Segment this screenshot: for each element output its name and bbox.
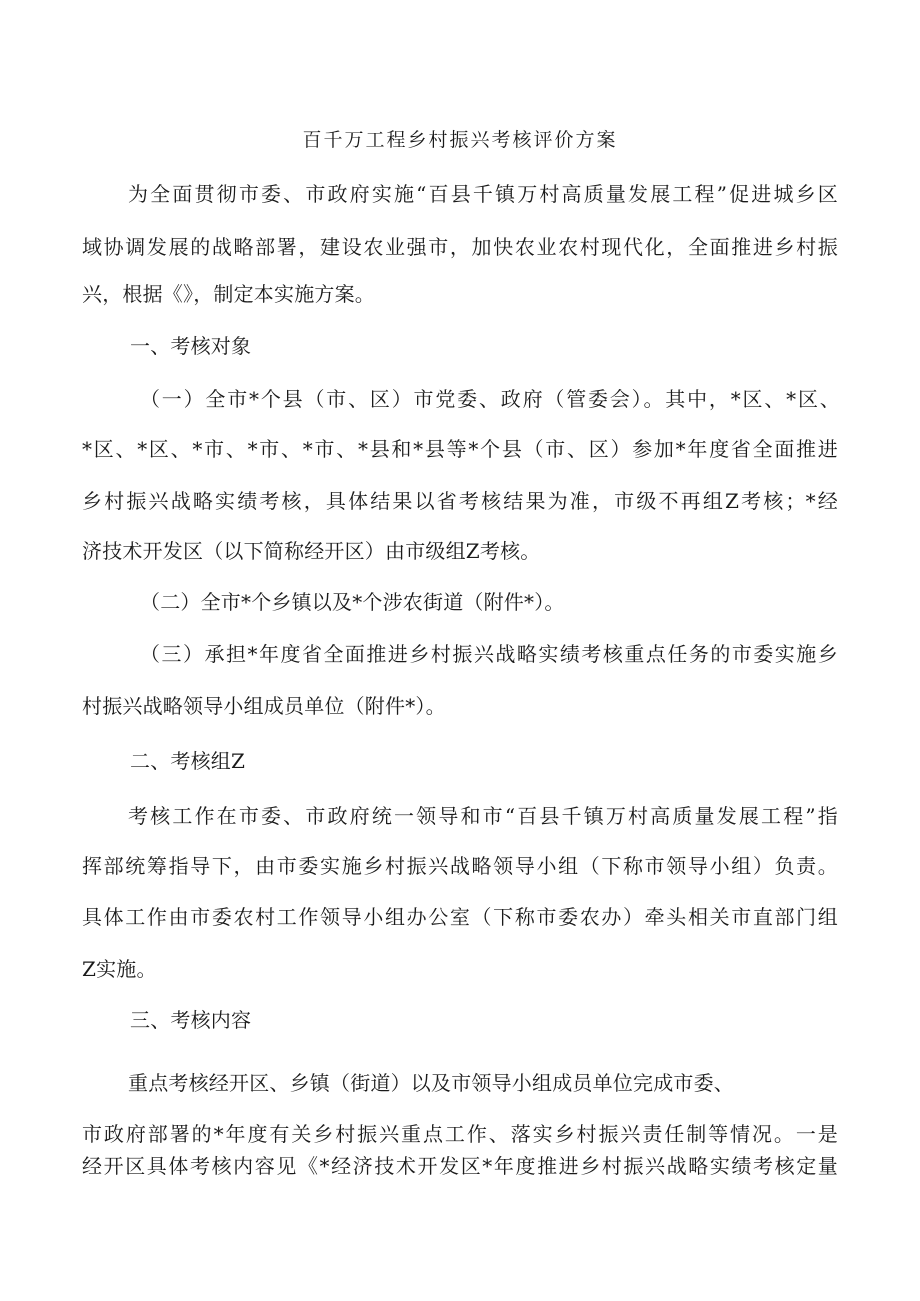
paragraph-line: （一）全市*个县（市、区）市党委、政府（管委会）。其中，*区、*区、	[140, 387, 840, 411]
paragraph-line: 经开区具体考核内容见《*经济技术开发区*年度推进乡村振兴战略实绩考核定量	[82, 1154, 838, 1178]
paragraph-line: 考核工作在市委、市政府统一领导和市“百县千镇万村高质量发展工程”指	[128, 804, 838, 828]
document-title: 百千万工程乡村振兴考核评价方案	[302, 129, 618, 151]
paragraph-line: 为全面贯彻市委、市政府实施“百县千镇万村高质量发展工程”促进城乡区	[128, 182, 838, 206]
section-heading: 二、考核组Z	[130, 749, 246, 773]
paragraph-line: 济技术开发区（以下简称经开区）由市级组Z考核。	[82, 539, 541, 563]
paragraph-line: 重点考核经开区、乡镇（街道）以及市领导小组成员单位完成市委、	[128, 1071, 734, 1095]
paragraph-line: （三）承担*年度省全面推进乡村振兴战略实绩考核重点任务的市委实施乡	[140, 642, 838, 666]
paragraph-line: 乡村振兴战略实绩考核，具体结果以省考核结果为准，市级不再组Z考核；*经	[82, 489, 838, 513]
paragraph-line: 域协调发展的战略部署，建设农业强市，加快农业农村现代化，全面推进乡村振	[82, 235, 838, 259]
section-heading: 一、考核对象	[130, 334, 252, 358]
paragraph-line: 市政府部署的*年度有关乡村振兴重点工作、落实乡村振兴责任制等情况。一是	[82, 1122, 838, 1146]
paragraph-line: 村振兴战略领导小组成员单位（附件*）。	[82, 694, 446, 718]
paragraph-line: 具体工作由市委农村工作领导小组办公室（下称市委农办）牵头相关市直部门组	[82, 905, 838, 929]
paragraph-line: Z实施。	[82, 957, 157, 981]
paragraph-line: 兴，根据《》，制定本实施方案。	[82, 282, 375, 306]
section-heading: 三、考核内容	[130, 1008, 252, 1032]
paragraph-line: *区、*区、*市、*市、*市、*县和*县等*个县（市、区）参加*年度省全面推进	[82, 437, 838, 461]
paragraph-line: 挥部统筹指导下，由市委实施乡村振兴战略领导小组（下称市领导小组）负责。	[82, 854, 838, 878]
paragraph-line: （二）全市*个乡镇以及*个涉农街道（附件*）。	[140, 590, 565, 614]
